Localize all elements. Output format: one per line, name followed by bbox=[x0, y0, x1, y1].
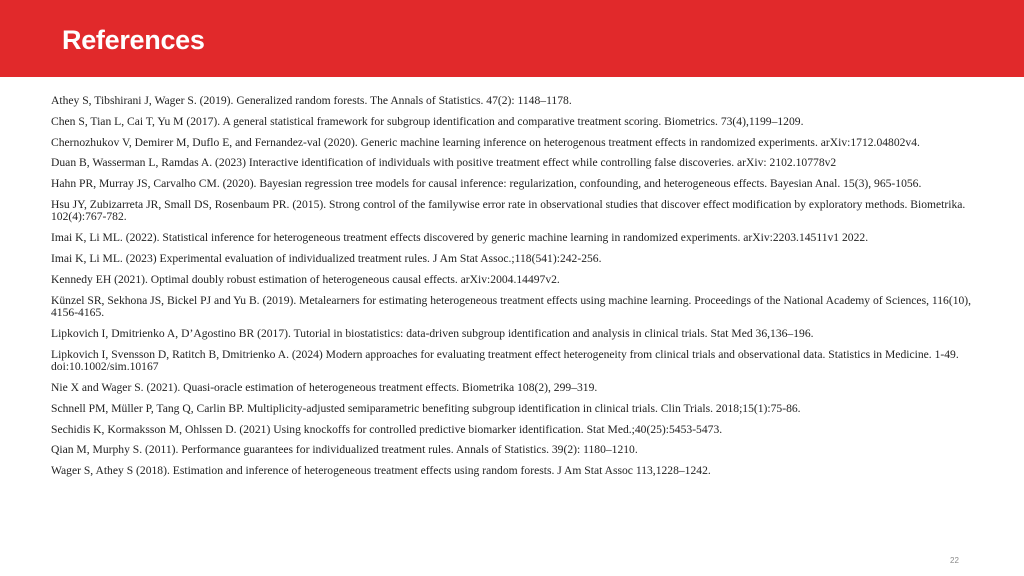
reference-item: Hsu JY, Zubizarreta JR, Small DS, Rosenbaum PR. (2015). Strong control of the familywise error rate in observational studies that discover effect modification by exploratory methods. Biometrika. 102(4):767-782. bbox=[51, 197, 966, 224]
reference-item: Schnell PM, Müller P, Tang Q, Carlin BP. Multiplicity-adjusted semiparametric benefiting subgroup identification in clinical trials. Clin Trials. 2018;15(1):75-86. bbox=[51, 401, 801, 415]
reference-item: Lipkovich I, Svensson D, Ratitch B, Dmitrienko A. (2024) Modern approaches for evaluating treatment effect heterogeneity from clinical trials and observational data. Statistics in Medicine. 1-49. doi:10.1002/sim.10167 bbox=[51, 347, 959, 374]
reference-item: Qian M, Murphy S. (2011). Performance guarantees for individualized treatment rules. Annals of Statistics. 39(2): 1180–1210. bbox=[51, 443, 638, 457]
reference-item: Nie X and Wager S. (2021). Quasi-oracle estimation of heterogeneous treatment effects. Biometrika 108(2), 299–319. bbox=[51, 381, 598, 395]
reference-item: Wager S, Athey S (2018). Estimation and inference of heterogeneous treatment effects using random forests. J Am Stat Assoc 113,1228–1242. bbox=[51, 464, 711, 478]
reference-item: Hahn PR, Murray JS, Carvalho CM. (2020). Bayesian regression tree models for causal inference: regularization, confounding, and heterogeneous effects. Bayesian Anal. 15(3), 965-1056. bbox=[51, 177, 922, 191]
reference-item: Imai K, Li ML. (2022). Statistical inference for heterogeneous treatment effects discovered by generic machine learning in randomized experiments. arXiv:2203.14511v1 2022. bbox=[51, 231, 869, 245]
reference-item: Kennedy EH (2021). Optimal doubly robust estimation of heterogeneous causal effects. arXiv:2004.14497v2. bbox=[51, 272, 560, 286]
reference-list bbox=[51, 95, 981, 486]
reference-item: Chen S, Tian L, Cai T, Yu M (2017). A general statistical framework for subgroup identification and comparative treatment scoring. Biometrics. 73(4),1199–1209. bbox=[51, 114, 804, 128]
reference-item: Athey S, Tibshirani J, Wager S. (2019). Generalized random forests. The Annals of Statistics. 47(2): 1148–1178. bbox=[51, 94, 572, 107]
title-bar bbox=[0, 0, 1024, 77]
reference-item: Sechidis K, Kormaksson M, Ohlssen D. (2021) Using knockoffs for controlled predictive biomarker identification. Stat Med.;40(25):5453-5473. bbox=[51, 422, 723, 436]
page-title: References bbox=[62, 25, 205, 55]
reference-item: Imai K, Li ML. (2023) Experimental evaluation of individualized treatment rules. J Am Stat Assoc.;118(541):242-256. bbox=[51, 252, 602, 266]
reference-item: Künzel SR, Sekhona JS, Bickel PJ and Yu B. (2019). Metalearners for estimating heterogeneous treatment effects using machine learning. Proceedings of the National Academy of Sciences, 116(10), 4156-4165. bbox=[51, 293, 972, 320]
reference-item: Chernozhukov V, Demirer M, Duflo E, and Fernandez-val (2020). Generic machine learning inference on heterogenous treatment effects in randomized experiments. arXiv:1712.04802v4. bbox=[51, 135, 920, 149]
reference-item: Duan B, Wasserman L, Ramdas A. (2023) Interactive identification of individuals with positive treatment effect while controlling false discoveries. arXiv: 2102.10778v2 bbox=[51, 156, 837, 170]
reference-item: Lipkovich I, Dmitrienko A, D’Agostino BR (2017). Tutorial in biostatistics: data-driven subgroup identification and analysis in clinical trials. Stat Med 36,136–196. bbox=[51, 326, 814, 340]
page-number: 22 bbox=[950, 556, 959, 565]
